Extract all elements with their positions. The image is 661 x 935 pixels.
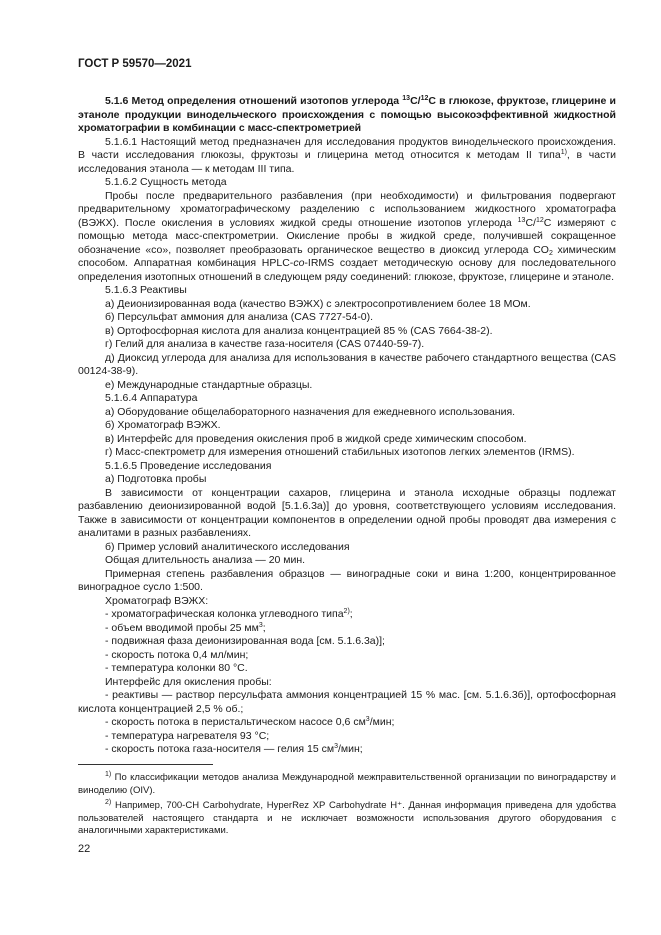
subsection-heading: 5.1.6.3 Реактивы bbox=[105, 284, 187, 296]
list-item: а) Подготовка пробы bbox=[105, 473, 207, 485]
list-item: б) Персульфат аммония для анализа (CAS 7727-54-0). bbox=[105, 311, 374, 323]
prep-paragraph: В зависимости от концентрации сахаров, глицерина и этанола исходные образцы подлежат разбавлению деионизированной водой [5.1.6.3а)] до уровня, соответствующего условиям исследования. Также в зависимости от концентрации компонентов в определении одной пробы проводят два измерения с аналитами в разных разбавлениях. bbox=[78, 486, 616, 539]
subsection-heading: 5.1.6.5 Проведение исследования bbox=[105, 459, 272, 472]
list-item: - скорость потока 0,4 мл/мин; bbox=[105, 648, 249, 661]
list-item: - подвижная фаза деионизированная вода [см. 5.1.6.3а)]; bbox=[105, 635, 385, 647]
subsection-heading: 5.1.6.4 Аппаратура bbox=[105, 392, 198, 404]
list-item: - реактивы — раствор персульфата аммония концентрацией 15 % мас. [см. 5.1.6.3б)], ортофосфорная кислота концентрацией 2,5 % об.; bbox=[78, 689, 616, 715]
list-item: г) Масс-спектрометр для измерения отношений стабильных изотопов легких элементов (IRMS). bbox=[105, 446, 575, 458]
subsection-heading: 5.1.6.2 Сущность метода bbox=[105, 176, 227, 188]
footnote-ref-1: 1) bbox=[560, 149, 567, 156]
list-item: - температура колонки 80 °C. bbox=[105, 662, 248, 674]
list-item: - хроматографическая колонка углеводного типа$^{2)}$; bbox=[105, 608, 353, 620]
standard-header: ГОСТ Р 59570—2021 bbox=[78, 58, 192, 70]
list-item: - скорость потока в перистальтическом насосе 0,6 $см^3$/мин; bbox=[105, 716, 395, 728]
main-content bbox=[78, 95, 616, 757]
list-item: - скорость потока газа-носителя — гелия 15 $см^3$/мин; bbox=[105, 743, 363, 755]
footnote-ref-2: 2) bbox=[343, 608, 350, 615]
footnote-divider bbox=[78, 764, 213, 765]
dilution-paragraph: Примерная степень разбавления образцов — виноградные соки и вина 1:200, концентрированное виноградное сусло 1:500. bbox=[78, 567, 616, 593]
list-item: в) Ортофосфорная кислота для анализа концентрацией 85 % (CAS 7664-38-2). bbox=[105, 324, 493, 337]
list-item: - объем вводимой пробы 25 $мм^3$; bbox=[105, 621, 266, 634]
list-item: а) Деионизированная вода (качество ВЭЖХ) с электросопротивлением более 18 МОм. bbox=[105, 297, 531, 310]
section-title: 5.1.6 Метод определения отношений изотопов углерода $^{13}$C/$^{12}$C в глюкозе, фруктозе, глицерине и этаноле продукции винодельческого происхождения с помощью высокоэффективной жидкостной хроматографии в комбинации с масс-спектрометрией bbox=[78, 95, 616, 134]
footnote: $^{1)}$ По классификации методов анализа Международной межправительственной организации по виноградарству и виноделию (OIV). bbox=[78, 771, 616, 796]
page-number: 22 bbox=[78, 843, 91, 855]
list-item: д) Диоксид углерода для анализа для использования в качестве рабочего стандартного вещества (CAS 00124-38-9). bbox=[78, 351, 616, 377]
interface-heading: Интерфейс для окисления пробы: bbox=[105, 675, 272, 688]
purpose-paragraph: 5.1.6.1 Настоящий метод предназначен для исследования продуктов винодельческого происхождения. В части исследования глюкозы, фруктозы и глицерина метод относится к методам II типа$^{1)}$, в части исследования этанола — к методам III типа. bbox=[78, 135, 616, 175]
list-item: б) Пример условий аналитического исследования bbox=[105, 540, 350, 553]
list-item: а) Оборудование общелабораторного назначения для ежедневного использования. bbox=[105, 405, 516, 418]
list-item: б) Хроматограф ВЭЖХ. bbox=[105, 419, 221, 431]
footnotes bbox=[78, 772, 616, 841]
list-item: г) Гелий для анализа в качестве газа-носителя (CAS 07440-59-7). bbox=[105, 338, 425, 350]
list-item: е) Международные стандартные образцы. bbox=[105, 378, 313, 391]
hplc-heading: Хроматограф ВЭЖХ: bbox=[105, 594, 209, 607]
list-item: в) Интерфейс для проведения окисления проб в жидкой среде химическим способом. bbox=[105, 432, 527, 445]
essence-paragraph: Пробы после предварительного разбавления (при необходимости) и фильтрования подвергают предварительному хроматографическому разделению с использованием жидкостного хроматографа (ВЭЖХ). После окисления в условиях жидкой среды отношение изотопов углерода $^{13}$C/$^{12}$C измеряют с помощью метода масс-спектрометрии. Окисление пробы в жидкой среде, получившей сокращенное обозначение «со», позволяет преобразовать органическое вещество в диоксид углерода $CO_2$ химическим способом. Аппаратная комбинация HPLC-co-IRMS создает методическую основу для последовательного определения изотопных отношений в следующем ряду соединений: глюкозе, фруктозе, глицерине и этаноле. bbox=[78, 189, 616, 283]
duration-paragraph: Общая длительность анализа — 20 мин. bbox=[105, 554, 306, 566]
footnote: $^{2)}$ Например, 700-CH Carbohydrate, HyperRez XP Carbohydrate H⁺. Данная информация приведена для удобства пользователей настоящего стандарта и не исключает возможности использования другого оборудования с аналогичными характеристиками. bbox=[78, 799, 616, 836]
list-item: - температура нагревателя 93 °C; bbox=[105, 729, 270, 742]
